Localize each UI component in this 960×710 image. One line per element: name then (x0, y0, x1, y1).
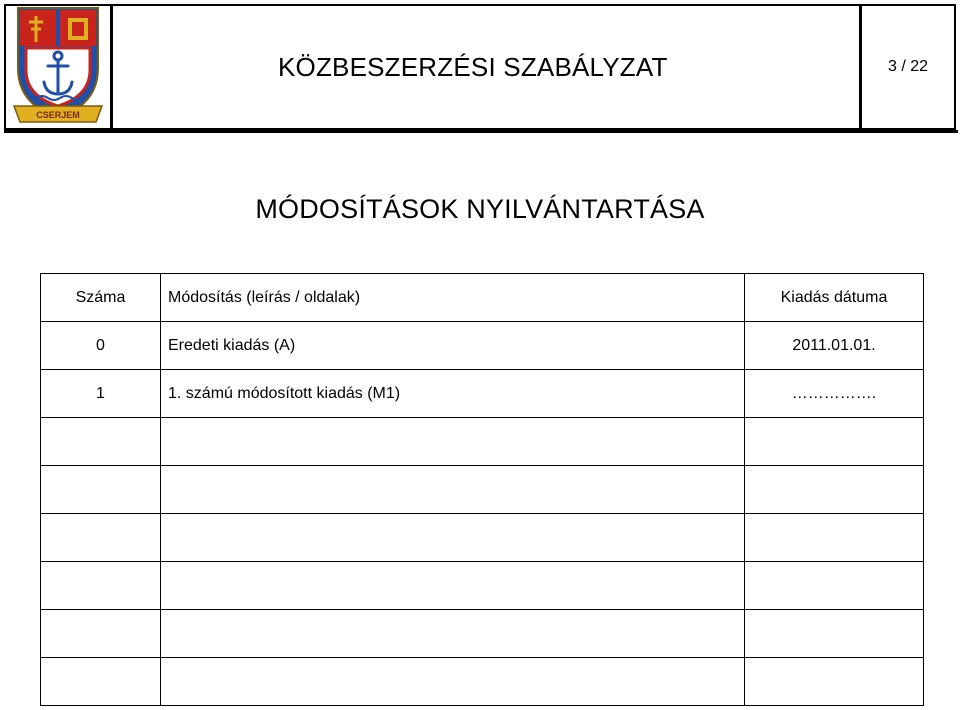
row-number: 0 (41, 322, 161, 370)
row-description: 1. számú módosított kiadás (M1) (161, 370, 745, 418)
row-number (41, 466, 161, 514)
coat-of-arms-logo (6, 6, 110, 128)
table-row (41, 322, 924, 370)
header-description: Módosítás (leírás / oldalak) (161, 274, 745, 322)
document-header (4, 4, 956, 130)
table-row (41, 370, 924, 418)
section-title: MÓDOSÍTÁSOK NYILVÁNTARTÁSA (255, 194, 705, 224)
table-row (41, 466, 924, 514)
row-date (745, 514, 924, 562)
row-date: 2011.01.01. (745, 322, 924, 370)
header-divider (4, 130, 958, 133)
row-date (745, 658, 924, 706)
table-row (41, 658, 924, 706)
row-number: 1 (41, 370, 161, 418)
row-description (161, 658, 745, 706)
row-date (745, 466, 924, 514)
row-date (745, 562, 924, 610)
row-description (161, 418, 745, 466)
table-row (41, 514, 924, 562)
row-date: ……………. (745, 370, 924, 418)
table-header-row (41, 274, 924, 322)
row-description (161, 466, 745, 514)
header-title-cell (110, 6, 862, 128)
row-description (161, 562, 745, 610)
row-description: Eredeti kiadás (A) (161, 322, 745, 370)
logo-banner-text: CSERJEM (36, 110, 80, 120)
row-number (41, 514, 161, 562)
row-date (745, 610, 924, 658)
table-row (41, 610, 924, 658)
header-number: Száma (41, 274, 161, 322)
row-number (41, 418, 161, 466)
row-number (41, 562, 161, 610)
row-number (41, 610, 161, 658)
document-title: KÖZBESZERZÉSI SZABÁLYZAT (278, 51, 668, 82)
row-date (745, 418, 924, 466)
header-date: Kiadás dátuma (745, 274, 924, 322)
table-row (41, 562, 924, 610)
row-description (161, 610, 745, 658)
page-indicator: 3 / 22 (887, 58, 929, 75)
row-number (41, 658, 161, 706)
row-description (161, 514, 745, 562)
table-row (41, 418, 924, 466)
modifications-table (40, 273, 924, 706)
